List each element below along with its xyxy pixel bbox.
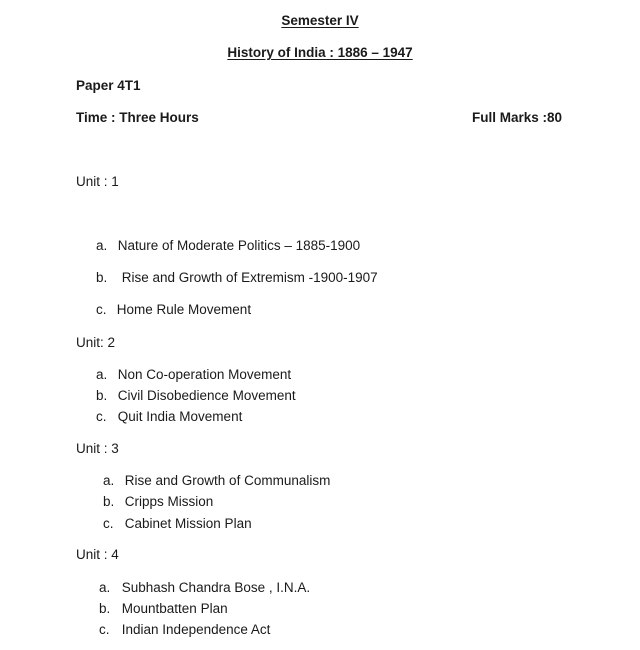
item-text: Indian Independence Act bbox=[121, 622, 271, 637]
item-marker: c. bbox=[99, 622, 110, 637]
course-title: History of India : 1886 – 1947 bbox=[227, 45, 413, 60]
item-text: Rise and Growth of Extremism -1900-1907 bbox=[121, 270, 378, 285]
item-marker: a. bbox=[96, 367, 108, 382]
list-item bbox=[96, 301, 251, 319]
exam-time: Time : Three Hours bbox=[76, 110, 199, 125]
item-text: Mountbatten Plan bbox=[121, 601, 228, 616]
item-text: Cripps Mission bbox=[124, 494, 214, 509]
semester-heading: Semester IV bbox=[281, 13, 359, 28]
item-marker: a. bbox=[99, 580, 111, 595]
item-marker: c. bbox=[96, 409, 107, 424]
unit-1-title: Unit : 1 bbox=[76, 174, 119, 189]
unit-3-title: Unit : 3 bbox=[76, 441, 119, 456]
item-marker: a. bbox=[103, 473, 115, 488]
list-item bbox=[103, 493, 213, 511]
item-text: Non Co-operation Movement bbox=[117, 367, 292, 382]
list-item bbox=[96, 237, 360, 255]
list-item bbox=[99, 579, 310, 597]
full-marks: Full Marks :80 bbox=[472, 110, 563, 125]
item-text: Home Rule Movement bbox=[116, 302, 252, 317]
item-text: Subhash Chandra Bose , I.N.A. bbox=[121, 580, 311, 595]
list-item bbox=[103, 515, 252, 533]
list-item bbox=[103, 472, 330, 490]
list-item bbox=[96, 269, 378, 287]
list-item bbox=[96, 366, 291, 384]
item-marker: c. bbox=[96, 302, 107, 317]
list-item bbox=[99, 621, 270, 639]
unit-2-title: Unit: 2 bbox=[76, 335, 116, 350]
item-text: Quit India Movement bbox=[117, 409, 243, 424]
item-text: Rise and Growth of Communalism bbox=[124, 473, 331, 488]
item-marker: b. bbox=[99, 601, 111, 616]
item-text: Nature of Moderate Politics – 1885-1900 bbox=[117, 238, 361, 253]
item-marker: b. bbox=[103, 494, 115, 509]
list-item bbox=[96, 408, 242, 426]
list-item bbox=[99, 600, 228, 618]
item-text: Cabinet Mission Plan bbox=[124, 516, 252, 531]
item-text: Civil Disobedience Movement bbox=[117, 388, 296, 403]
paper-code: Paper 4T1 bbox=[76, 78, 141, 93]
item-marker: b. bbox=[96, 388, 108, 403]
item-marker: b. bbox=[96, 270, 108, 285]
item-marker: c. bbox=[103, 516, 114, 531]
unit-4-title: Unit : 4 bbox=[76, 547, 119, 562]
item-marker: a. bbox=[96, 238, 108, 253]
list-item bbox=[96, 387, 296, 405]
